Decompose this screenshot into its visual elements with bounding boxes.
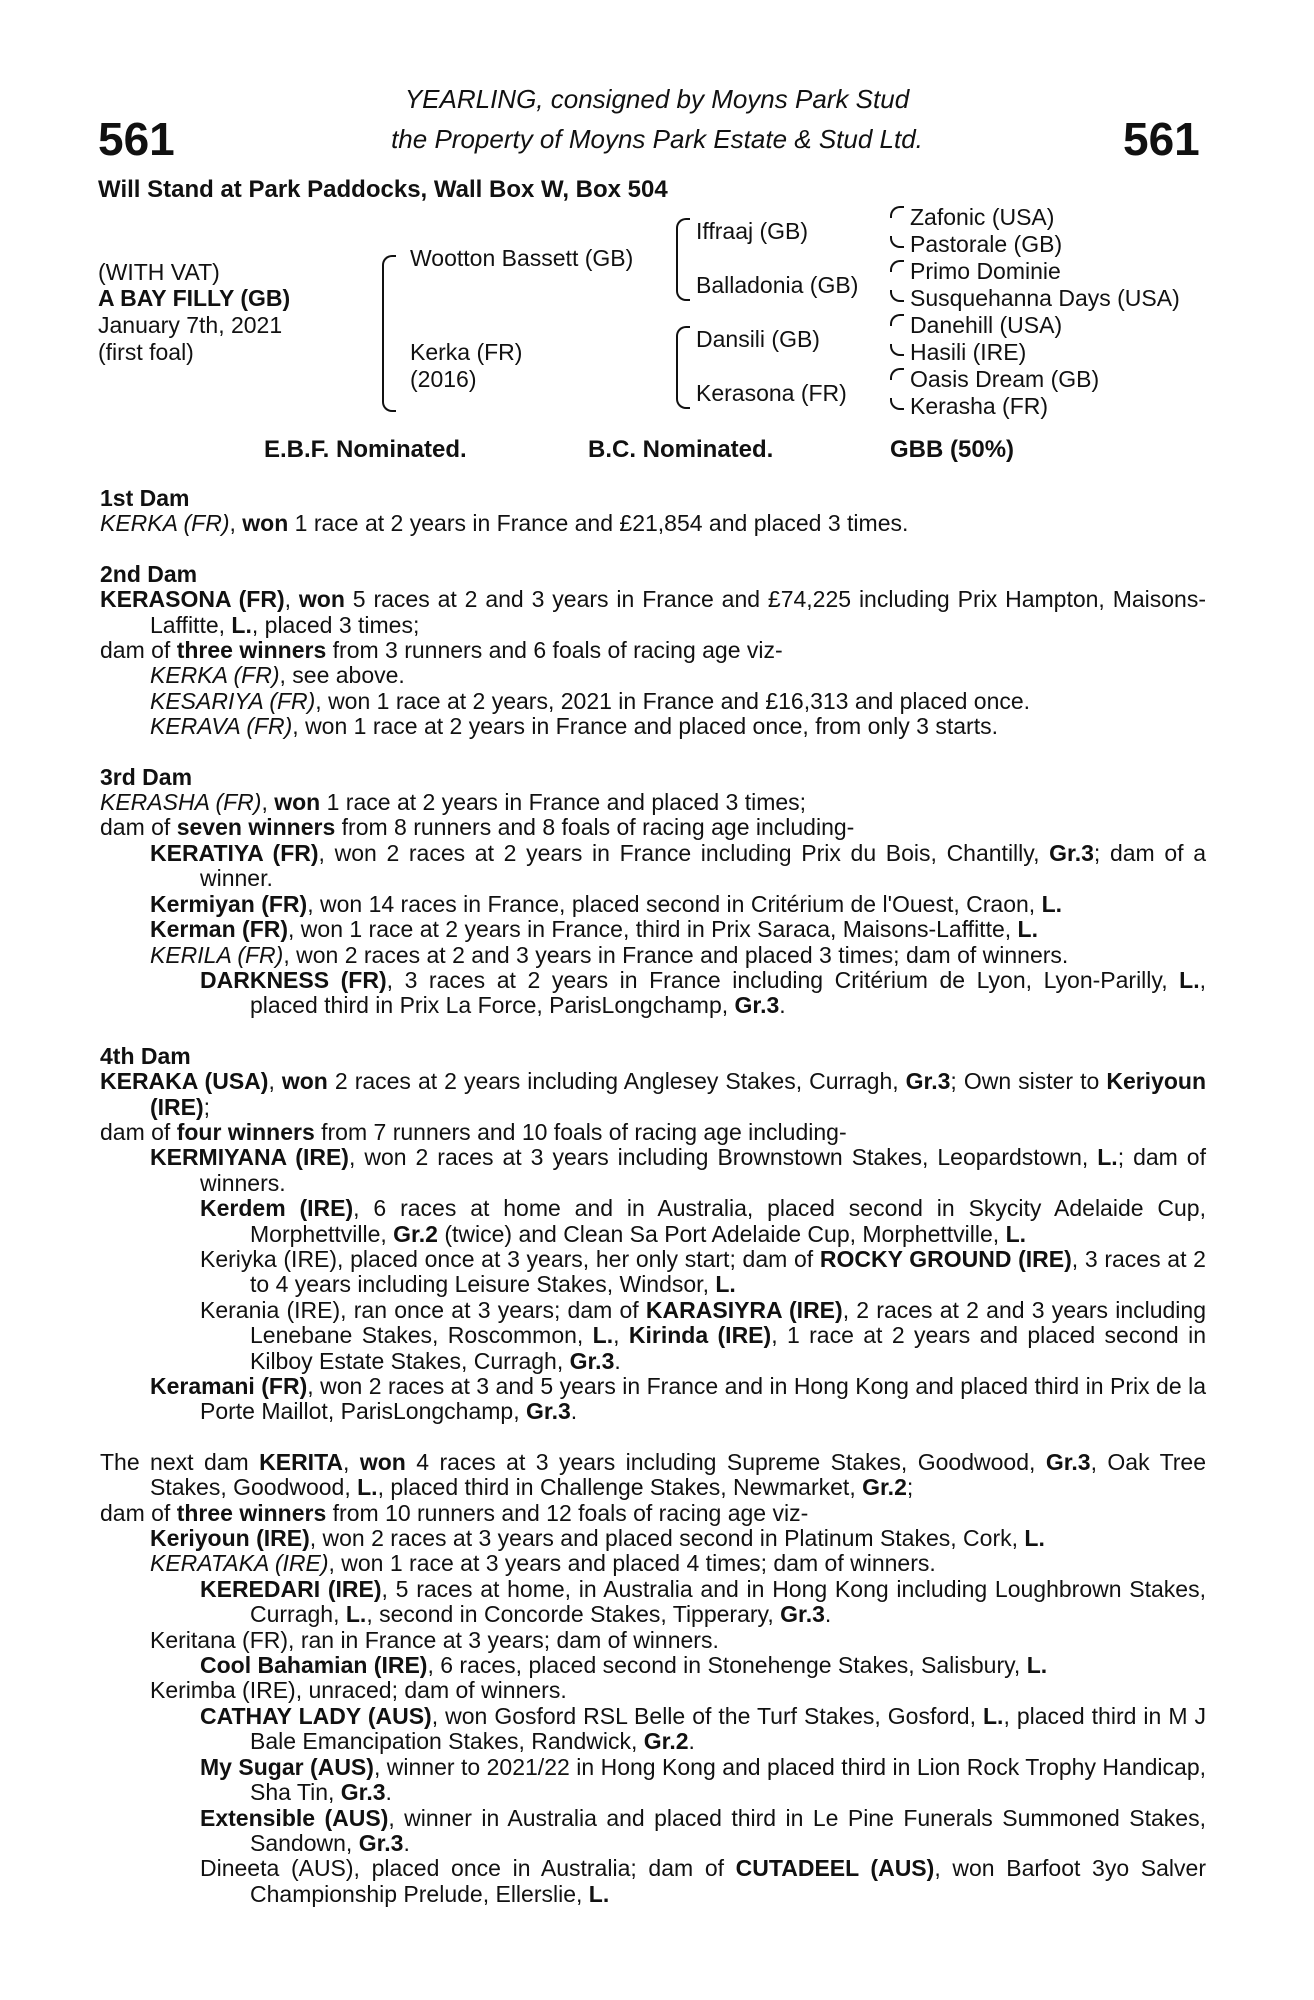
foal-note: (first foal): [98, 339, 194, 365]
sire-dam: Balladonia (GB): [696, 272, 859, 298]
gbb-label: GBB (50%): [890, 436, 1015, 463]
horse-name: A BAY FILLY (GB): [98, 285, 291, 311]
gen3-5: Danehill (USA): [910, 312, 1063, 338]
vat-label: (WITH VAT): [98, 259, 220, 285]
entry-text: .: [570, 1398, 578, 1425]
pedigree-entry: [100, 1678, 1206, 1703]
pedigree-section: [100, 562, 1206, 740]
entry-text: , 3 races at 2 years in France including Critérium de Lyon, Lyon-Parilly,: [386, 966, 1180, 993]
pedigree-entry: [100, 1145, 1206, 1196]
bold-text: KERMIYANA (IRE): [150, 1144, 349, 1171]
entry-text: .: [779, 992, 786, 1019]
pedigree-entry: [100, 1501, 1206, 1526]
entry-text: , see above.: [279, 662, 405, 689]
sire-name: Wootton Bassett (GB): [410, 245, 634, 271]
entry-text: , placed third in Challenge Stakes, Newmarket,: [377, 1474, 863, 1501]
bold-text: L.: [357, 1474, 378, 1501]
entry-text: from 8 runners and 8 foals of racing age including-: [335, 814, 855, 841]
pedigree-entry: [100, 1450, 1206, 1501]
stabling-line: Will Stand at Park Paddocks, Wall Box W, Box 504: [98, 176, 668, 203]
bold-text: Gr.3: [734, 992, 780, 1019]
pedigree-entry: [100, 917, 1206, 942]
entry-text: 1 race at 2 years in France and placed 3 times;: [320, 789, 807, 816]
entry-text: (twice) and Clean Sa Port Adelaide Cup, Morphettville,: [437, 1220, 1006, 1247]
bold-text: won: [359, 1448, 406, 1475]
italic-text: KERKA (FR): [100, 510, 230, 537]
entry-text: , won 2 races at 2 years in France including Prix du Bois, Chantilly,: [318, 839, 1050, 866]
entry-text: 2 races at 2 years including Anglesey Stakes, Curragh,: [327, 1068, 906, 1095]
pedigree-section: [100, 765, 1206, 1019]
pedigree-entry: [100, 587, 1206, 638]
pedigree-section: [100, 1450, 1206, 1907]
pedigree-entry: [100, 1577, 1206, 1628]
entry-text: , 2 races at 2 and 3 years including Lenebane Stakes, Roscommon,: [250, 1296, 1207, 1349]
entry-text: , won 2 races at 3 years including Brownstown Stakes, Leopardstown,: [348, 1144, 1098, 1171]
bold-text: L.: [231, 611, 252, 638]
bold-text: L.: [1024, 1525, 1045, 1552]
entry-text: 5 races at 2 and 3 years in France and £74,225 including Prix Hampton, Maisons-Laffitte,: [150, 586, 1207, 638]
entry-text: , won 1 race at 2 years in France and placed once, from only 3 starts.: [292, 713, 998, 740]
entry-text: ;: [203, 1093, 211, 1120]
bold-text: DARKNESS (FR): [200, 966, 387, 993]
bold-text: won: [298, 586, 345, 613]
entry-text: , won 14 races in France, placed second in Critérium de l'Ouest, Craon,: [307, 890, 1042, 917]
entry-text: Kerania (IRE), ran once at 3 years; dam of: [200, 1296, 646, 1323]
entry-text: , won Gosford RSL Belle of the Turf Stakes, Gosford,: [431, 1702, 983, 1729]
gen3-7: Oasis Dream (GB): [910, 366, 1100, 392]
consignor-line: YEARLING, consigned by Moyns Park Stud: [404, 84, 910, 114]
bold-text: seven winners: [176, 814, 336, 841]
entry-text: from 7 runners and 10 foals of racing age including-: [314, 1118, 847, 1145]
entry-text: dam of: [100, 637, 177, 664]
pedigree-entry: [100, 638, 1206, 663]
bold-text: L.: [592, 1322, 614, 1349]
dam-dam: Kerasona (FR): [696, 380, 847, 406]
entry-text: dam of: [100, 814, 177, 841]
entry-text: , placed third in M J Bale Emancipation Stakes, Randwick,: [250, 1702, 1207, 1755]
pedigree-entry: [100, 1806, 1206, 1857]
entry-text: , placed third in Prix La Force, ParisLongchamp,: [250, 966, 1206, 1019]
bold-text: KERATIYA (FR): [150, 839, 319, 866]
section-heading: 4th Dam: [100, 1042, 191, 1069]
entry-text: ;: [906, 1474, 914, 1501]
bold-text: L.: [588, 1880, 610, 1907]
entry-text: , 1 race at 2 years and placed second in Kilboy Estate Stakes, Curragh,: [250, 1322, 1206, 1374]
bold-text: KERASONA (FR): [100, 586, 285, 613]
entry-text: , 3 races at 2 to 4 years including Leisure Stakes, Windsor,: [250, 1245, 1206, 1298]
entry-text: from 10 runners and 12 foals of racing age viz-: [326, 1499, 809, 1526]
entry-text: , won 2 races at 3 years and placed second in Platinum Stakes, Cork,: [309, 1525, 1025, 1552]
bold-text: CATHAY LADY (AUS): [200, 1702, 432, 1729]
bold-text: KEREDARI (IRE): [200, 1575, 382, 1602]
bold-text: Gr.3: [340, 1779, 386, 1806]
bold-text: Gr.3: [358, 1829, 404, 1856]
bold-text: L.: [1097, 1144, 1118, 1171]
bold-text: Gr.2: [862, 1474, 907, 1501]
pedigree-entry: [100, 511, 1206, 536]
entry-text: , won 1 race at 3 years and placed 4 times; dam of winners.: [328, 1550, 936, 1577]
catalogue-body: [100, 486, 1206, 1932]
entry-text: ,: [229, 510, 243, 537]
dam-name: Kerka (FR): [410, 339, 523, 365]
entry-text: , won 1 race at 2 years in France, third in Prix Saraca, Maisons-Laffitte,: [288, 916, 1018, 943]
pedigree-entry: [100, 790, 1206, 815]
entry-text: ; Own sister to: [950, 1068, 1107, 1095]
section-heading: 1st Dam: [100, 485, 190, 511]
entry-text: , won 2 races at 2 and 3 years in France and placed 3 times; dam of winners.: [283, 941, 1069, 968]
bold-text: L.: [345, 1601, 367, 1628]
pedigree-entry: [100, 1653, 1206, 1678]
entry-text: ; dam of winners.: [200, 1144, 1206, 1196]
entry-text: , 6 races at home and in Australia, placed second in Skycity Adelaide Cup, Morphettville,: [250, 1195, 1206, 1247]
pedigree-section: [100, 486, 1206, 537]
dam-year: (2016): [410, 366, 477, 392]
bold-text: won: [274, 789, 321, 816]
gen3-6: Hasili (IRE): [910, 339, 1027, 365]
pedigree-entry: [100, 1374, 1206, 1425]
pedigree-entry: [100, 968, 1206, 1019]
pedigree-entry: [100, 1247, 1206, 1298]
bold-text: Gr.2: [643, 1728, 689, 1755]
bold-text: L.: [1026, 1652, 1048, 1679]
bold-text: Kirinda (IRE): [628, 1322, 772, 1349]
entry-text: , 6 races, placed second in Stonehenge Stakes, Salisbury,: [427, 1652, 1027, 1679]
entry-text: , won 1 race at 2 years, 2021 in France and £16,313 and placed once.: [315, 687, 1031, 714]
bold-text: L.: [1017, 916, 1038, 943]
property-line: the Property of Moyns Park Estate & Stud Ltd.: [391, 124, 923, 154]
bold-text: My Sugar (AUS): [200, 1753, 374, 1780]
pedigree-entry: [100, 689, 1206, 714]
bold-text: L.: [1041, 890, 1063, 917]
dam-sire: Dansili (GB): [696, 326, 820, 352]
entry-text: The next dam: [100, 1448, 260, 1475]
gen3-4: Susquehanna Days (USA): [910, 285, 1180, 311]
gen3-3: Primo Dominie: [910, 258, 1061, 284]
bold-text: Cool Bahamian (IRE): [200, 1652, 428, 1679]
entry-text: , won 2 races at 3 and 5 years in France and in Hong Kong and placed third in Prix de la Porte Maillot, ParisLongchamp,: [200, 1373, 1206, 1425]
entry-text: Dineeta (AUS), placed once in Australia; dam of: [200, 1855, 736, 1882]
entry-text: Keriyka (IRE), placed once at 3 years, her only start; dam of: [200, 1245, 820, 1272]
bold-text: Keriyoun (IRE): [150, 1525, 310, 1552]
bold-text: Kerdem (IRE): [200, 1195, 354, 1222]
bold-text: KARASIYRA (IRE): [645, 1296, 843, 1323]
bold-text: CUTADEEL (AUS): [735, 1855, 935, 1882]
bold-text: won: [281, 1068, 328, 1095]
gen3-1: Zafonic (USA): [910, 204, 1055, 230]
entry-text: .: [385, 1779, 392, 1806]
entry-text: ; dam of a winner.: [200, 839, 1206, 892]
pedigree-entry: [100, 815, 1206, 840]
entry-text: ,: [343, 1448, 360, 1475]
pedigree-entry: [100, 1704, 1206, 1755]
entry-text: dam of: [100, 1118, 177, 1145]
bold-text: Gr.2: [393, 1220, 438, 1247]
gen3-2: Pastorale (GB): [910, 231, 1063, 257]
entry-text: .: [614, 1347, 621, 1374]
section-heading: 3rd Dam: [100, 763, 193, 790]
bold-text: Gr.3: [569, 1347, 615, 1374]
pedigree-entry: [100, 1551, 1206, 1576]
italic-text: KESARIYA (FR): [150, 687, 316, 714]
pedigree-entry: [100, 1120, 1206, 1145]
entry-text: , placed 3 times;: [251, 611, 420, 638]
bold-text: KERITA: [259, 1448, 344, 1475]
entry-text: .: [403, 1829, 410, 1856]
italic-text: KERILA (FR): [150, 941, 284, 968]
bold-text: Extensible (AUS): [200, 1804, 389, 1831]
bold-text: Gr.3: [905, 1068, 951, 1095]
bold-text: L.: [1005, 1220, 1027, 1247]
pedigree-entry: [100, 1755, 1206, 1806]
bold-text: four winners: [176, 1118, 315, 1145]
entry-text: , 5 races at home, in Australia and in Hong Kong including Loughbrown Stakes, Curragh,: [250, 1575, 1206, 1628]
pedigree-entry: [100, 1526, 1206, 1551]
bold-text: L.: [983, 1702, 1004, 1729]
lot-number-left: 561: [98, 113, 175, 165]
bold-text: three winners: [176, 1499, 327, 1526]
pedigree-entry: [100, 841, 1206, 892]
sire-sire: Iffraaj (GB): [696, 218, 809, 244]
entry-text: ,: [261, 789, 275, 816]
entry-text: 1 race at 2 years in France and £21,854 and placed 3 times.: [288, 510, 909, 537]
entry-text: Kerimba (IRE), unraced; dam of winners.: [150, 1677, 567, 1704]
italic-text: KERASHA (FR): [100, 789, 262, 816]
pedigree-entry: [100, 663, 1206, 688]
bold-text: Kerman (FR): [150, 916, 289, 943]
ebf-nomination: E.B.F. Nominated.: [264, 436, 467, 463]
entry-text: .: [688, 1728, 695, 1755]
bold-text: Gr.3: [1045, 1448, 1091, 1475]
entry-text: from 3 runners and 6 foals of racing age viz-: [326, 637, 783, 664]
section-heading: 2nd Dam: [100, 560, 198, 587]
bold-text: Gr.3: [1049, 839, 1094, 866]
entry-text: Keritana (FR), ran in France at 3 years; dam of winners.: [150, 1626, 719, 1653]
foaling-date: January 7th, 2021: [98, 312, 283, 338]
bold-text: Keriyoun (IRE): [150, 1068, 1207, 1120]
pedigree-entry: [100, 1196, 1206, 1247]
bold-text: L.: [1179, 966, 1200, 993]
entry-text: ,: [613, 1322, 629, 1349]
pedigree-section: [100, 1044, 1206, 1425]
bold-text: Gr.3: [780, 1601, 825, 1628]
italic-text: KERAVA (FR): [150, 713, 293, 740]
lot-number-right: 561: [1123, 113, 1200, 165]
entry-text: , winner to 2021/22 in Hong Kong and placed third in Lion Rock Trophy Handicap, Sha Tin,: [250, 1753, 1206, 1806]
bold-text: KERAKA (USA): [100, 1068, 269, 1095]
entry-text: , second in Concorde Stakes, Tipperary,: [366, 1601, 781, 1628]
italic-text: KERKA (FR): [150, 662, 280, 689]
pedigree-entry: [100, 1628, 1206, 1653]
bold-text: L.: [715, 1271, 736, 1298]
entry-text: dam of: [100, 1499, 177, 1526]
entry-text: 4 races at 3 years including Supreme Stakes, Goodwood,: [405, 1448, 1046, 1475]
pedigree-entry: [100, 1856, 1206, 1907]
bc-nomination: B.C. Nominated.: [588, 436, 774, 463]
pedigree-entry: [100, 714, 1206, 739]
bold-text: ROCKY GROUND (IRE): [819, 1245, 1072, 1272]
entry-text: , won Barfoot 3yo Salver Championship Prelude, Ellerslie,: [250, 1855, 1206, 1907]
bold-text: Keramani (FR): [150, 1373, 308, 1399]
pedigree-entry: [100, 943, 1206, 968]
bold-text: Gr.3: [526, 1398, 571, 1425]
entry-text: ,: [284, 586, 299, 613]
entry-text: , winner in Australia and placed third in Le Pine Funerals Summoned Stakes, Sandown,: [250, 1804, 1206, 1856]
bold-text: won: [242, 510, 289, 537]
entry-text: .: [824, 1601, 832, 1628]
gen3-8: Kerasha (FR): [910, 393, 1049, 419]
pedigree-entry: [100, 1069, 1206, 1120]
bold-text: Kermiyan (FR): [150, 890, 308, 917]
pedigree-entry: [100, 1298, 1206, 1374]
italic-text: KERATAKA (IRE): [150, 1550, 329, 1577]
pedigree-entry: [100, 892, 1206, 917]
entry-text: ,: [268, 1068, 282, 1095]
bold-text: three winners: [176, 637, 327, 664]
entry-text: , Oak Tree Stakes, Goodwood,: [150, 1448, 1207, 1501]
